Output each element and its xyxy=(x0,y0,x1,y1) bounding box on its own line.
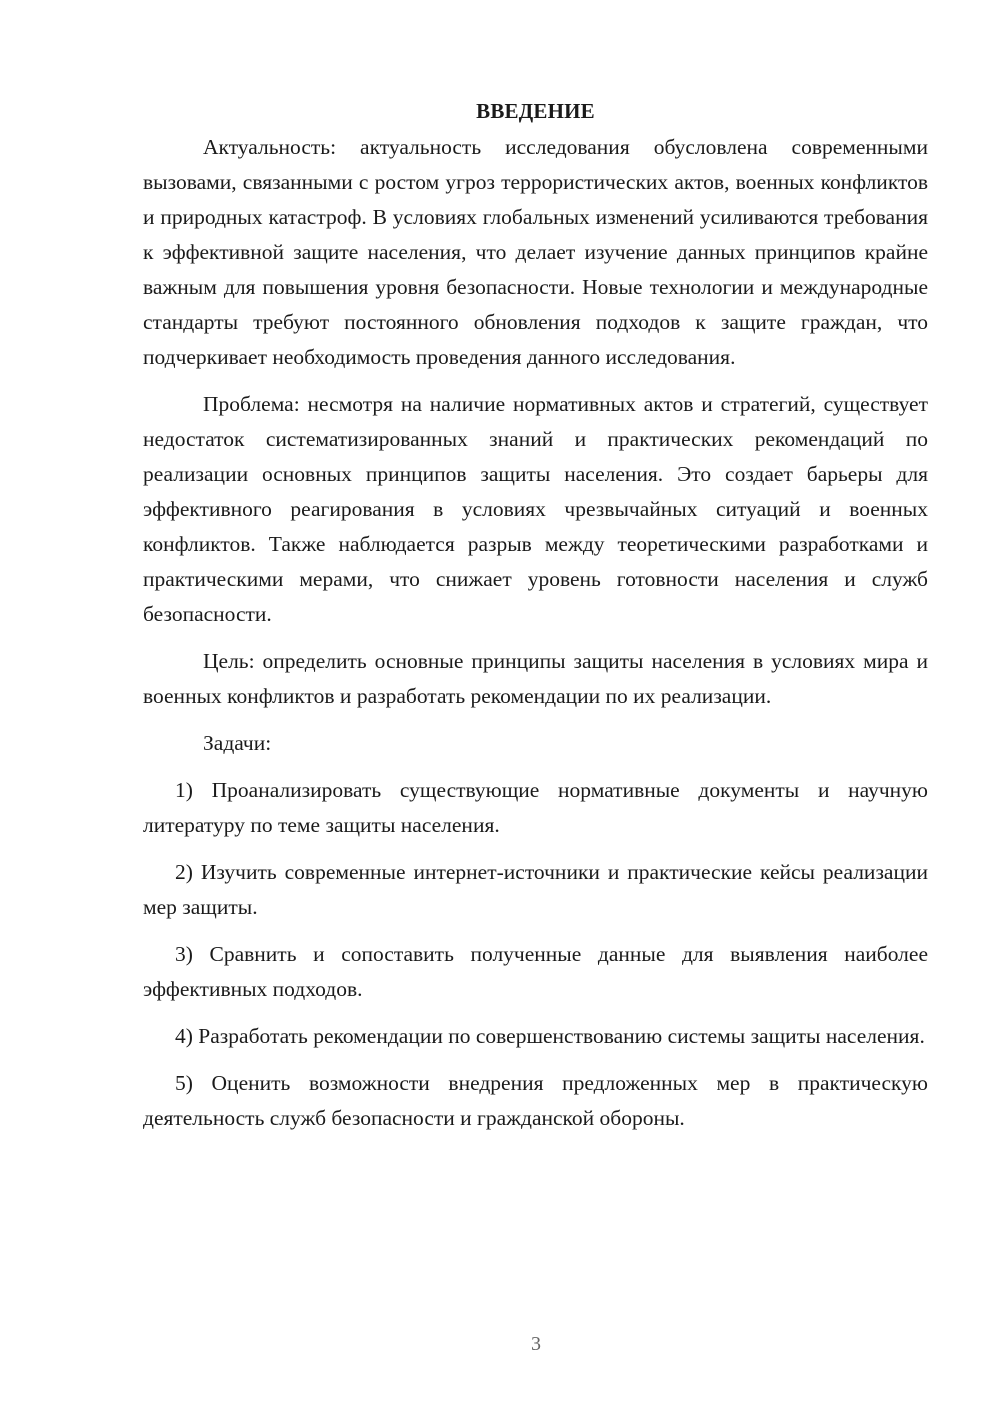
goal-paragraph: Цель: определить основные принципы защиты населения в условиях мира и военных конфликтов и разработать рекомендации по их реализации. xyxy=(143,649,928,708)
tasks-heading: Задачи: xyxy=(203,731,272,755)
page-number: 3 xyxy=(531,1333,541,1355)
task-item: 4) Разработать рекомендации по совершенствованию системы защиты населения. xyxy=(175,1024,925,1048)
page-content xyxy=(143,96,928,1136)
problem-paragraph: Проблема: несмотря на наличие нормативных актов и стратегий, существует недостаток систематизированных знаний и практических рекомендаций по реализации основных принципов защиты населения. Это создает барьеры для эффективного реагирования в условиях чрезвычайных ситуаций и военных конфликтов. Также наблюдается разрыв между теоретическими разработками и практическими мерами, что снижает уровень готовности населения и служб безопасности. xyxy=(143,392,928,626)
section-title: ВВЕДЕНИЕ xyxy=(476,99,595,123)
tasks-list xyxy=(143,773,928,1136)
task-item: 1) Проанализировать существующие нормативные документы и научную литературу по теме защиты населения. xyxy=(143,778,928,837)
task-item: 3) Сравнить и сопоставить полученные данные для выявления наиболее эффективных подходов. xyxy=(143,942,928,1001)
relevance-paragraph: Актуальность: актуальность исследования обусловлена современными вызовами, связанными с ростом угроз террористических актов, военных конфликтов и природных катастроф. В условиях глобальных изменений усиливаются требования к эффективной защите населения, что делает изучение данных принципов крайне важным для повышения уровня безопасности. Новые технологии и международные стандарты требуют постоянного обновления подходов к защите граждан, что подчеркивает необходимость проведения данного исследования. xyxy=(143,135,928,369)
task-item: 2) Изучить современные интернет-источники и практические кейсы реализации мер защиты. xyxy=(143,860,928,919)
task-item: 5) Оценить возможности внедрения предложенных мер в практическую деятельность служб безопасности и гражданской обороны. xyxy=(143,1071,928,1130)
